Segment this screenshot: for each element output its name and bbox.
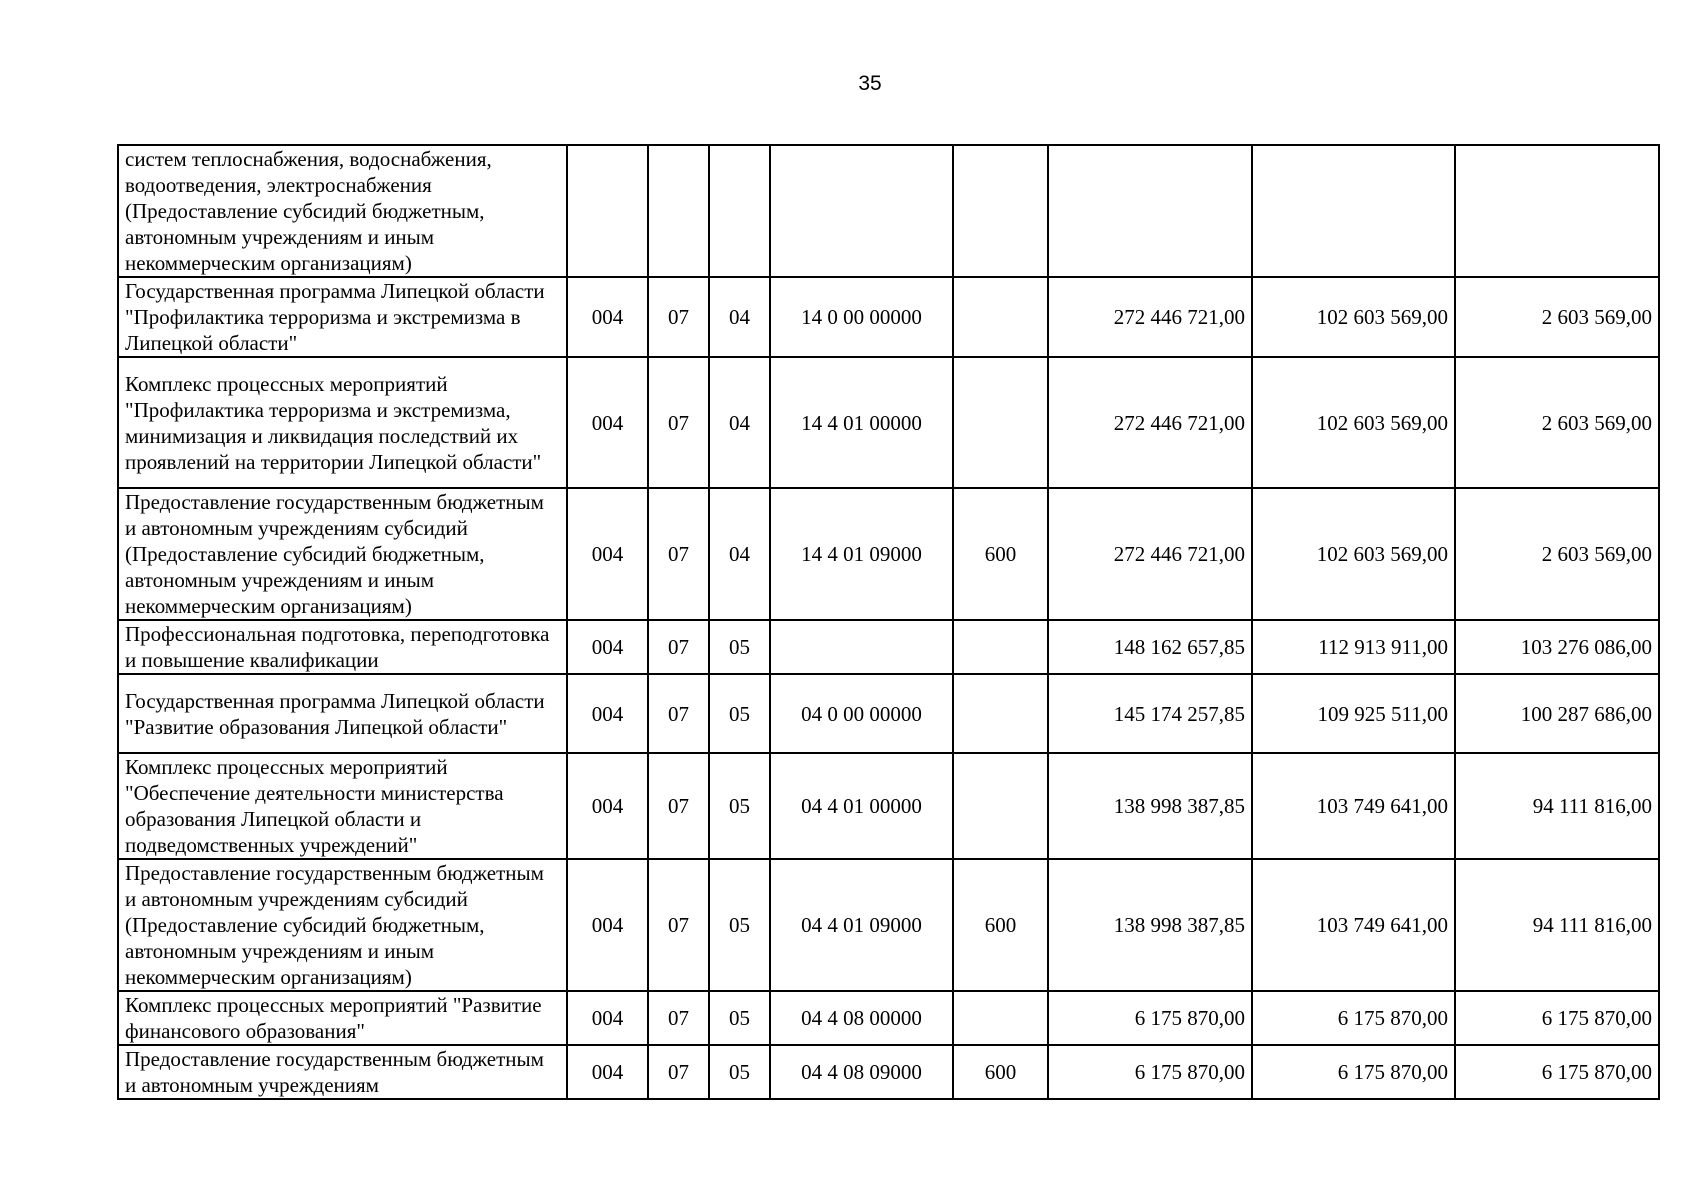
amount-2-cell: 6 175 870,00 (1252, 1045, 1455, 1099)
target-article-cell: 14 4 01 00000 (770, 357, 953, 488)
subsection-code-cell: 04 (709, 277, 770, 357)
table-row (118, 674, 1659, 753)
row-name-cell: Государственная программа Липецкой области "Профилактика терроризма и экстремизма в Липецкой области" (118, 277, 567, 357)
amount-1-cell: 272 446 721,00 (1048, 277, 1252, 357)
section-code-cell: 07 (648, 859, 709, 991)
expense-type-cell (953, 991, 1048, 1045)
target-article-cell: 04 4 01 09000 (770, 859, 953, 991)
amount-3-cell: 2 603 569,00 (1455, 277, 1659, 357)
ministry-code-cell: 004 (567, 277, 648, 357)
section-code-cell: 07 (648, 357, 709, 488)
amount-3-cell: 103 276 086,00 (1455, 620, 1659, 674)
ministry-code-cell: 004 (567, 753, 648, 859)
table-row (118, 991, 1659, 1045)
target-article-cell (770, 620, 953, 674)
table-row (118, 145, 1659, 277)
subsection-code-cell: 04 (709, 357, 770, 488)
section-code-cell: 07 (648, 1045, 709, 1099)
expense-type-cell (953, 620, 1048, 674)
expense-type-cell (953, 753, 1048, 859)
table-row (118, 488, 1659, 620)
amount-3-cell: 94 111 816,00 (1455, 859, 1659, 991)
subsection-code-cell: 05 (709, 859, 770, 991)
amount-1-cell: 272 446 721,00 (1048, 357, 1252, 488)
expense-type-cell: 600 (953, 1045, 1048, 1099)
budget-table (117, 144, 1660, 1100)
amount-2-cell: 112 913 911,00 (1252, 620, 1455, 674)
section-code-cell: 07 (648, 991, 709, 1045)
expense-type-cell (953, 145, 1048, 277)
subsection-code-cell: 05 (709, 1045, 770, 1099)
row-name-cell: Профессиональная подготовка, переподготовка и повышение квалификации (118, 620, 567, 674)
target-article-cell: 14 4 01 09000 (770, 488, 953, 620)
subsection-code-cell: 05 (709, 753, 770, 859)
amount-1-cell: 148 162 657,85 (1048, 620, 1252, 674)
amount-2-cell: 6 175 870,00 (1252, 991, 1455, 1045)
ministry-code-cell: 004 (567, 991, 648, 1045)
amount-3-cell: 6 175 870,00 (1455, 991, 1659, 1045)
amount-1-cell: 145 174 257,85 (1048, 674, 1252, 753)
section-code-cell: 07 (648, 753, 709, 859)
amount-1-cell (1048, 145, 1252, 277)
ministry-code-cell: 004 (567, 859, 648, 991)
expense-type-cell: 600 (953, 488, 1048, 620)
page-number: 35 (858, 72, 882, 95)
ministry-code-cell: 004 (567, 488, 648, 620)
target-article-cell: 04 4 08 09000 (770, 1045, 953, 1099)
amount-2-cell: 103 749 641,00 (1252, 859, 1455, 991)
row-name-cell: Комплекс процессных мероприятий "Профилактика терроризма и экстремизма, минимизация и ликвидация последствий их проявлений на территории Липецкой области" (118, 357, 567, 488)
target-article-cell (770, 145, 953, 277)
amount-2-cell: 103 749 641,00 (1252, 753, 1455, 859)
amount-3-cell: 94 111 816,00 (1455, 753, 1659, 859)
target-article-cell: 14 0 00 00000 (770, 277, 953, 357)
subsection-code-cell: 05 (709, 674, 770, 753)
section-code-cell: 07 (648, 620, 709, 674)
ministry-code-cell (567, 145, 648, 277)
amount-1-cell: 272 446 721,00 (1048, 488, 1252, 620)
amount-1-cell: 138 998 387,85 (1048, 859, 1252, 991)
ministry-code-cell: 004 (567, 674, 648, 753)
table-row (118, 277, 1659, 357)
target-article-cell: 04 0 00 00000 (770, 674, 953, 753)
subsection-code-cell: 05 (709, 620, 770, 674)
expense-type-cell: 600 (953, 859, 1048, 991)
amount-2-cell: 102 603 569,00 (1252, 488, 1455, 620)
target-article-cell: 04 4 08 00000 (770, 991, 953, 1045)
expense-type-cell (953, 357, 1048, 488)
row-name-cell: Предоставление государственным бюджетным и автономным учреждениям (118, 1045, 567, 1099)
amount-3-cell: 100 287 686,00 (1455, 674, 1659, 753)
row-name-cell: Комплекс процессных мероприятий "Обеспечение деятельности министерства образования Липецкой области и подведомственных учреждений" (118, 753, 567, 859)
amount-1-cell: 138 998 387,85 (1048, 753, 1252, 859)
table-row (118, 753, 1659, 859)
ministry-code-cell: 004 (567, 357, 648, 488)
section-code-cell: 07 (648, 488, 709, 620)
row-name-cell: систем теплоснабжения, водоснабжения, водоотведения, электроснабжения (Предоставление субсидий бюджетным, автономным учреждениям и иным некоммерческим организациям) (118, 145, 567, 277)
row-name-cell: Государственная программа Липецкой области "Развитие образования Липецкой области" (118, 674, 567, 753)
expense-type-cell (953, 277, 1048, 357)
table-row (118, 620, 1659, 674)
table-body (118, 145, 1659, 1099)
expense-type-cell (953, 674, 1048, 753)
amount-2-cell: 102 603 569,00 (1252, 277, 1455, 357)
ministry-code-cell: 004 (567, 620, 648, 674)
row-name-cell: Комплекс процессных мероприятий "Развитие финансового образования" (118, 991, 567, 1045)
subsection-code-cell (709, 145, 770, 277)
amount-3-cell: 2 603 569,00 (1455, 357, 1659, 488)
row-name-cell: Предоставление государственным бюджетным и автономным учреждениям субсидий (Предоставление субсидий бюджетным, автономным учреждениям и иным некоммерческим организациям) (118, 488, 567, 620)
subsection-code-cell: 04 (709, 488, 770, 620)
table-row (118, 859, 1659, 991)
table-row (118, 357, 1659, 488)
ministry-code-cell: 004 (567, 1045, 648, 1099)
amount-3-cell: 6 175 870,00 (1455, 1045, 1659, 1099)
amount-2-cell (1252, 145, 1455, 277)
section-code-cell: 07 (648, 674, 709, 753)
amount-1-cell: 6 175 870,00 (1048, 991, 1252, 1045)
amount-2-cell: 102 603 569,00 (1252, 357, 1455, 488)
section-code-cell: 07 (648, 277, 709, 357)
amount-3-cell: 2 603 569,00 (1455, 488, 1659, 620)
amount-1-cell: 6 175 870,00 (1048, 1045, 1252, 1099)
section-code-cell (648, 145, 709, 277)
target-article-cell: 04 4 01 00000 (770, 753, 953, 859)
row-name-cell: Предоставление государственным бюджетным и автономным учреждениям субсидий (Предоставление субсидий бюджетным, автономным учреждениям и иным некоммерческим организациям) (118, 859, 567, 991)
amount-2-cell: 109 925 511,00 (1252, 674, 1455, 753)
amount-3-cell (1455, 145, 1659, 277)
table-row (118, 1045, 1659, 1099)
subsection-code-cell: 05 (709, 991, 770, 1045)
